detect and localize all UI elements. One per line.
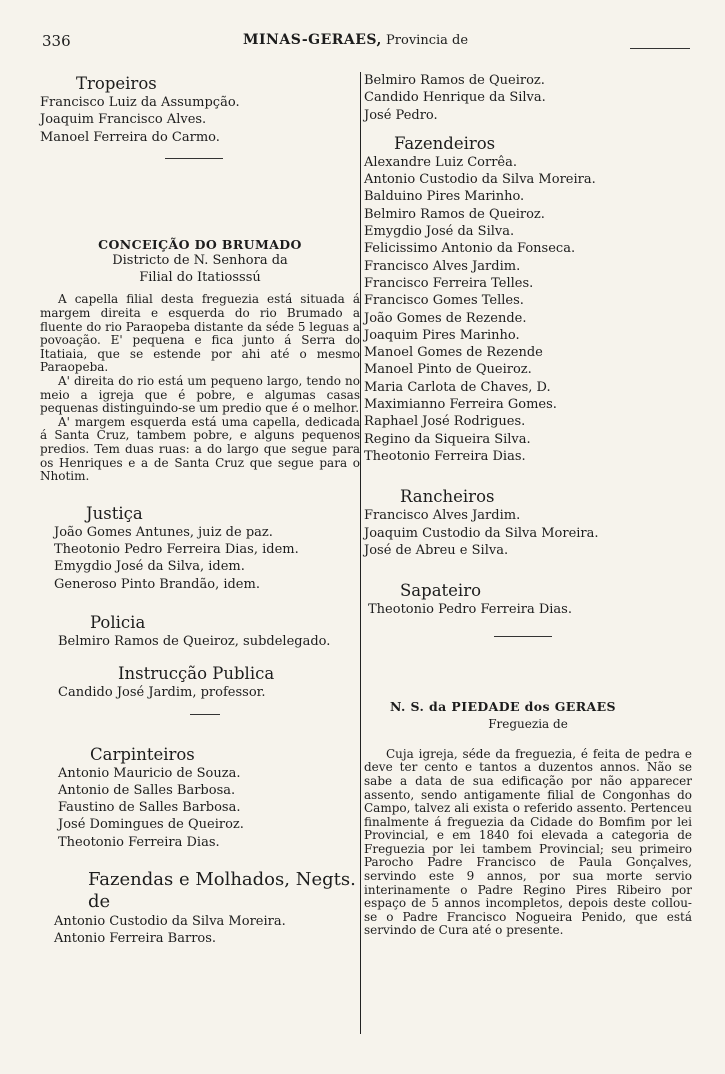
running-title-rest: Provincia de [381, 33, 469, 48]
list-item: Belmiro Ramos de Queiroz, subdelegado. [58, 633, 331, 649]
section-title: N. S. da PIEDADE dos GERAES [390, 699, 616, 715]
running-title [243, 32, 468, 48]
list-item: José de Abreu e Silva. [364, 542, 509, 558]
paragraph: Cuja igreja, séde da freguezia, é feita de pedra e deve ter cento e tantos a duzentos annos. Não se sabe a data de sua edificação por não apparecer assento, sendo antigamente filial de Congonhas do Campo, talvez ali exista o referido assento. Pertenceu finalmente á freguezia da Cidade do Bomfim por lei Provincial, e em 1840 foi elevada a categoria de Freguezia por lei tambem Provincial; seu primeiro Parocho Padre Francisco de Paula Gonçalves, servindo este 9 annos, por sua morte servio interinamente o Padre Regino Pires Ribeiro por espaço de 5 annos incompletos, depois deste collou-se o Padre Francisco Nogueira Penido, que está servindo de Cura até o presente. [364, 746, 692, 938]
section-carpinteiros [40, 745, 360, 851]
list-item: Manoel Ferreira do Carmo. [40, 129, 220, 145]
header-rule [630, 48, 690, 49]
section-fazendas [40, 869, 360, 948]
section-rancheiros [364, 487, 692, 559]
list-item: Candido Henrique da Silva. [364, 90, 546, 106]
section-justica [40, 504, 360, 593]
list-item: Regino da Siqueira Silva. [364, 431, 531, 447]
right-column [364, 72, 692, 938]
list-item: Francisco Alves Jardim. [364, 258, 521, 274]
list-item: Joaquim Francisco Alves. [40, 112, 207, 128]
section-title: Fazendeiros [394, 133, 496, 153]
section-title: Justiça [86, 503, 143, 523]
page-number: 336 [42, 32, 71, 50]
list-item: Joaquim Pires Marinho. [364, 327, 520, 343]
section-policia [40, 613, 360, 650]
list-item: Generoso Pinto Brandão, idem. [54, 576, 260, 592]
list-item: Candido José Jardim, professor. [58, 685, 266, 701]
section-continued [364, 72, 692, 124]
list-item: Antonio Custodio da Silva Moreira. [54, 914, 286, 930]
paragraph: A capella filial desta freguezia está situada á margem direita e esquerda do rio Brumado a fluente do rio Paraopeba distante da séde 5 leguas a povoação. E' pequena e fica junto á Serra do Itatiaia, que se estende por ahi até o mesmo Paraopeba. [40, 292, 360, 375]
section-subtitle: Districto de N. Senhora da [112, 252, 288, 268]
list-item: Joaquim Custodio da Silva Moreira. [364, 525, 599, 541]
section-rule [165, 158, 223, 159]
section-title: Instrucção Publica [118, 664, 275, 684]
section-title: Policia [90, 612, 146, 632]
list-item: Theotonio Ferreira Dias. [364, 448, 526, 464]
list-item: José Domingues de Queiroz. [58, 817, 244, 833]
list-item: Manoel Pinto de Queiroz. [364, 362, 532, 378]
list-item: Manoel Gomes de Rezende [364, 345, 543, 361]
list-item: João Gomes Antunes, juiz de paz. [54, 524, 273, 540]
list-item: Francisco Alves Jardim. [364, 508, 521, 524]
paragraph: A' margem esquerda está uma capella, dedicada á Santa Cruz, tambem pobre, e alguns pequenos predios. Tem duas ruas: a do largo que segue para os Henriques e a de Santa Cruz que segue para o Nhotim. [40, 414, 360, 484]
section-sapateiro [364, 581, 692, 618]
section-conceicao [40, 237, 360, 484]
section-title: Tropeiros [76, 74, 157, 93]
list-item: Theotonio Ferreira Dias. [58, 834, 220, 850]
list-item: Francisco Gomes Telles. [364, 293, 524, 309]
list-item: Theotonio Pedro Ferreira Dias, idem. [54, 542, 299, 558]
list-item: Maximianno Ferreira Gomes. [364, 397, 557, 413]
section-piedade [364, 699, 692, 938]
list-item: Theotonio Pedro Ferreira Dias. [368, 602, 572, 618]
list-item: Emygdio José da Silva, idem. [54, 559, 245, 575]
list-item: Alexandre Luiz Corrêa. [364, 154, 517, 170]
list-item: Belmiro Ramos de Queiroz. [364, 206, 545, 222]
list-item: Emygdio José da Silva. [364, 224, 515, 240]
list-item: José Pedro. [364, 107, 438, 123]
list-item: Felicissimo Antonio da Fonseca. [364, 241, 576, 257]
page-header [0, 32, 725, 54]
section-subtitle: Freguezia de [488, 717, 568, 732]
section-rule [494, 636, 552, 637]
list-item: Belmiro Ramos de Queiroz. [364, 73, 545, 88]
running-title-main: MINAS-GERAES, [243, 32, 382, 48]
list-item: Francisco Ferreira Telles. [364, 275, 534, 291]
list-item: Antonio Custodio da Silva Moreira. [364, 172, 596, 188]
list-item: Raphael José Rodrigues. [364, 414, 526, 430]
left-column [40, 72, 360, 948]
section-rule [190, 714, 220, 715]
section-title: Carpinteiros [90, 744, 195, 764]
section-subtitle: Filial do Itatiosssú [139, 270, 261, 286]
list-item: Maria Carlota de Chaves, D. [364, 379, 551, 395]
section-title: CONCEIÇÃO DO BRUMADO [98, 236, 302, 252]
section-title: Rancheiros [400, 487, 495, 507]
column-divider [360, 72, 361, 1034]
section-title: Sapateiro [400, 581, 482, 601]
section-instruccao [40, 664, 360, 701]
section-title: Fazendas e Molhados, Negts. de [88, 869, 356, 913]
section-tropeiros [40, 74, 360, 146]
list-item: Antonio Ferreira Barros. [54, 931, 217, 947]
list-item: João Gomes de Rezende. [364, 310, 527, 326]
list-item: Faustino de Salles Barbosa. [58, 800, 241, 816]
list-item: Antonio de Salles Barbosa. [58, 782, 236, 798]
section-fazendeiros [364, 134, 692, 465]
list-item: Balduino Pires Marinho. [364, 189, 525, 205]
list-item: Antonio Mauricio de Souza. [58, 765, 241, 781]
paragraph: A' direita do rio está um pequeno largo, tendo no meio a igreja que é pobre, e algumas casas pequenas distinguindo-se um predio que é o melhor. [40, 374, 360, 416]
list-item: Francisco Luiz da Assumpção. [40, 95, 240, 110]
